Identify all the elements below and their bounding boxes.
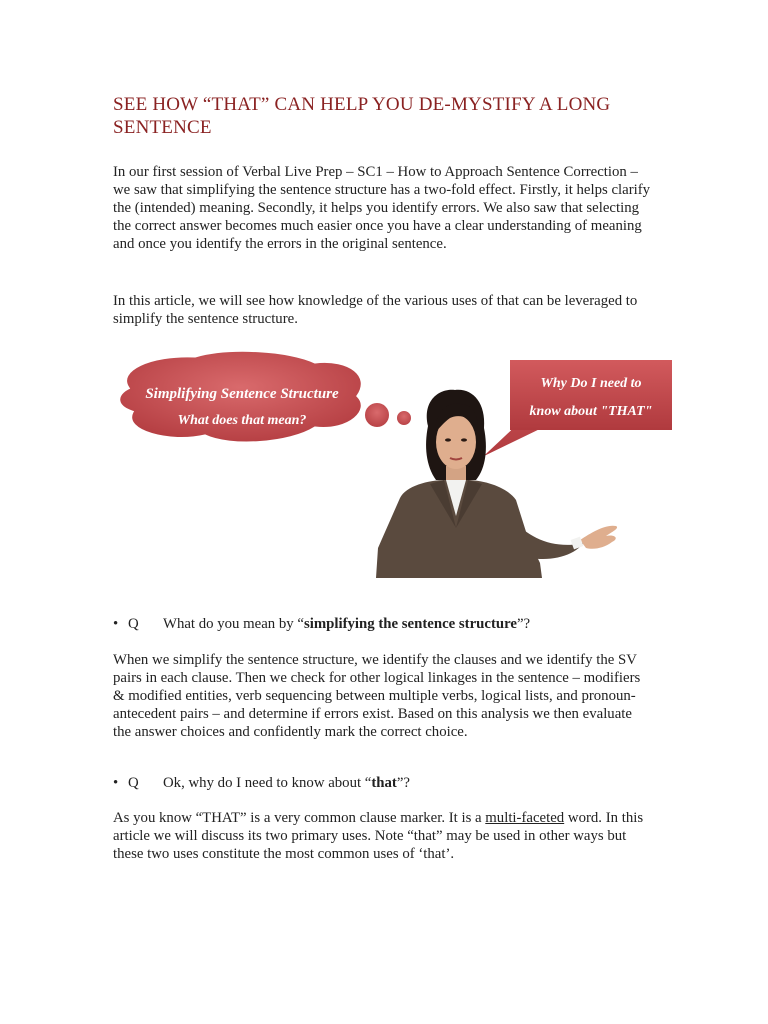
answer-2-before: As you know “THAT” is a very common clause marker. It is a — [113, 810, 486, 826]
thought-bubble-line2: What does that mean? — [177, 413, 307, 428]
answer-1-paragraph: When we simplify the sentence structure, we identify the clauses and we identify the SV pairs in each clause. Then we check for other logical linkages in the sentence – modifiers & modified entities, verb sequencing between multiple verbs, logical lists, and pronoun-antecedent pairs – and determine if errors exist. Based on this analysis we then evaluate the answer choices and confidently mark the correct choice. — [113, 652, 641, 740]
article-purpose-paragraph: In this article, we will see how knowledge of the various uses of that can be leveraged to simplify the sentence structure. — [113, 293, 638, 327]
speech-bubble — [478, 360, 672, 460]
question-text — [163, 615, 530, 633]
thought-dot-large — [364, 402, 390, 428]
question-prefix: What do you mean by “ — [163, 616, 304, 632]
thought-bubble-line1: Simplifying Sentence Structure — [145, 386, 339, 402]
article-title: SEE HOW “THAT” CAN HELP YOU DE-MYSTIFY A LONG SENTENCE — [113, 94, 611, 138]
illustration-figure — [110, 348, 680, 583]
answer-2-underlined: multi-faceted — [485, 810, 565, 826]
question-marker: Q — [128, 616, 139, 632]
speech-bubble-line2: know about "THAT" — [529, 404, 653, 419]
question-prefix: Ok, why do I need to know about “ — [163, 775, 372, 791]
intro-paragraph: In our first session of Verbal Live Prep – SC1 – How to Approach Sentence Correction – we saw that simplifying the sentence structure has a two-fold effect. Firstly, it helps clarify the (intended) meaning. Secondly, it helps you identify errors. We also saw that selecting the correct answer becomes much easier once you have a clear understanding of meaning and once you identify the errors in the original sentence. — [113, 164, 651, 252]
question-marker: Q — [128, 775, 139, 791]
speech-bubble-line1: Why Do I need to — [540, 376, 642, 391]
question-bold: that — [371, 775, 397, 791]
question-bold: simplifying the sentence structure — [303, 616, 517, 632]
illustration-svg — [110, 348, 680, 583]
bullet-icon: • — [113, 775, 119, 791]
question-text — [163, 774, 410, 792]
bullet-icon: • — [113, 616, 119, 632]
question-suffix: ”? — [516, 616, 531, 632]
question-suffix: ”? — [396, 775, 410, 791]
answer-2-after: word. In this article we will discuss its two primary uses. Note “that” may be used in other ways but these two uses constitute the most common uses of ‘that’. — [113, 810, 644, 862]
thought-dot-small — [396, 410, 412, 426]
thought-bubble — [119, 350, 412, 443]
answer-2-paragraph — [113, 809, 653, 863]
